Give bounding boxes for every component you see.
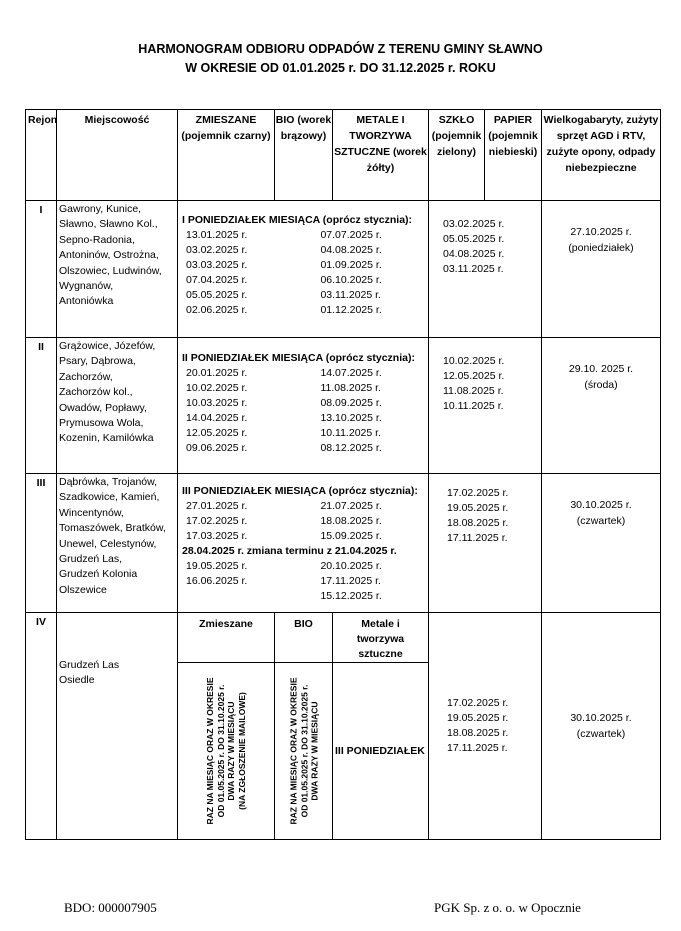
region-localities [57, 474, 178, 613]
locality-line: Wincentynów, [59, 506, 124, 519]
region-id: IV [26, 613, 57, 840]
bulky-day: (środa) [584, 378, 618, 391]
bdo-number: BDO: 000007905 [64, 900, 157, 915]
collection-date: 10.03.2025 r. [186, 397, 248, 409]
company-name: PGK Sp. z o. o. w Opocznie [434, 900, 581, 915]
collection-date: 01.09.2025 r. [320, 259, 382, 271]
dates-second-half [320, 228, 428, 318]
header-szklo: SZKŁO (pojemnik zielony) [429, 110, 485, 201]
dates-first-half [182, 499, 320, 544]
bulky-day: (czwartek) [576, 514, 626, 527]
subheader-metale: Metale i tworzywa sztuczne [333, 613, 429, 663]
collection-date: 04.08.2025 r. [320, 244, 382, 256]
zmieszane-frequency-text [205, 667, 247, 835]
glass-paper-dates [429, 474, 542, 613]
locality-line: Szadkowice, Kamień, [59, 491, 160, 504]
locality-line: Sepno-Radonia, [59, 233, 135, 246]
collection-date: 08.12.2025 r. [320, 442, 382, 454]
collection-date: 10.11.2025 r. [320, 427, 381, 439]
collection-date: 15.09.2025 r. [320, 530, 382, 542]
bulky-waste-date [542, 201, 661, 338]
schedule-heading: III PONIEDZIAŁEK MIESIĄCA (oprócz stycznia): [182, 485, 418, 497]
locality-line: Olszewice [59, 583, 107, 596]
locality-line: Grudzeń Las, [59, 553, 123, 566]
dates-first-half [182, 366, 320, 456]
bulky-date: 30.10.2025 r. [570, 499, 632, 511]
region-row-2 [26, 338, 661, 474]
locality-line: Unewel, Celestynów, [59, 537, 157, 550]
region-row-3 [26, 474, 661, 613]
collection-date: 27.01.2025 r. [186, 500, 248, 512]
collection-date: 16.06.2025 r. [186, 575, 248, 587]
bio-frequency-text [288, 667, 320, 835]
header-row [26, 110, 661, 201]
collection-date: 17.02.2025 r. [186, 515, 248, 527]
collection-date: 17.11.2025 r. [320, 575, 381, 587]
mixed-bio-metal-schedule [178, 338, 429, 474]
collection-date: 14.07.2025 r. [320, 367, 382, 379]
dates-first-half [182, 228, 320, 318]
collection-date: 19.05.2025 r. [447, 712, 509, 724]
region-id: I [26, 201, 57, 338]
frequency-line: RAZ NA MIESIĄC ORAZ W OKRESIE [205, 676, 215, 825]
bulky-date: 30.10.2025 r. [570, 712, 632, 724]
metale-frequency: III PONIEDZIAŁEK [333, 663, 429, 840]
locality-line: Olszowiec, Ludwinów, [59, 264, 162, 277]
collection-date: 07.07.2025 r. [320, 229, 382, 241]
locality-line: Grudzeń Las [59, 659, 120, 671]
collection-date: 04.08.2025 r. [443, 248, 505, 260]
collection-date: 03.11.2025 r. [443, 263, 504, 275]
region-row-1 [26, 201, 661, 338]
collection-date: 03.03.2025 r. [186, 259, 248, 271]
locality-line: Antoninów, Ostrożna, [59, 249, 159, 262]
collection-date: 09.06.2025 r. [186, 442, 248, 454]
bulky-date: 27.10.2025 r. [570, 226, 632, 238]
collection-date: 07.04.2025 r. [186, 274, 248, 286]
schedule-heading: II PONIEDZIAŁEK MIESIĄCA (oprócz stycznia): [182, 352, 415, 364]
bulky-day: (poniedziałek) [568, 241, 634, 254]
collection-date: 03.11.2025 r. [320, 289, 381, 301]
region-localities [57, 201, 178, 338]
collection-date: 11.08.2025 r. [443, 385, 504, 397]
bulky-waste-date [542, 613, 661, 840]
collection-date: 11.08.2025 r. [320, 382, 381, 394]
schedule-table [25, 109, 661, 840]
frequency-line: OD 01.05.2025 r. DO 31.10.2025 r. [298, 684, 309, 817]
bulky-day: (czwartek) [576, 728, 626, 740]
collection-date: 01.12.2025 r. [320, 304, 382, 316]
locality-line: Grudzeń Kolonia [59, 568, 138, 581]
header-bio: BIO (worek brązowy) [275, 110, 333, 201]
locality-line: Dąbrówka, Trojanów, [59, 476, 158, 488]
frequency-line: RAZ NA MIESIĄC ORAZ W OKRESIE [287, 676, 298, 825]
subheader-bio: BIO [275, 613, 333, 663]
locality-line: Osiedle [59, 674, 95, 687]
collection-date: 03.02.2025 r. [186, 244, 248, 256]
schedule-heading: I PONIEDZIAŁEK MIESIĄCA (oprócz stycznia): [182, 214, 413, 226]
header-rejon: Rejon [26, 110, 57, 201]
collection-date: 17.03.2025 r. [186, 530, 248, 542]
collection-date: 21.07.2025 r. [320, 500, 382, 512]
locality-line: Zachorzów kol., [59, 386, 133, 399]
collection-date: 10.02.2025 r. [186, 382, 248, 394]
region-localities [57, 613, 178, 840]
region-id: II [26, 338, 57, 474]
frequency-line: DWA RAZY W MIESIĄCU [226, 700, 236, 801]
bulky-waste-date [542, 474, 661, 613]
glass-paper-dates [429, 201, 542, 338]
frequency-line: DWA RAZY W MIESIĄCU [308, 700, 319, 801]
collection-date: 20.01.2025 r. [186, 367, 248, 379]
dates-first-half [182, 559, 320, 604]
mixed-bio-metal-schedule [178, 201, 429, 338]
header-metale: METALE I TWORZYWA SZTUCZNE (worek żółty) [333, 110, 429, 201]
header-miejscowosc: Miejscowość [57, 110, 178, 201]
document-title-line1: HARMONOGRAM ODBIORU ODPADÓW Z TERENU GMINY SŁAWNO [138, 42, 543, 56]
dates-second-half [320, 559, 428, 604]
region-localities [57, 338, 178, 474]
region-id: III [26, 474, 57, 613]
collection-date: 03.02.2025 r. [443, 218, 505, 230]
collection-date: 17.11.2025 r. [447, 532, 508, 544]
collection-date: 19.05.2025 r. [186, 560, 248, 572]
collection-date: 06.10.2025 r. [320, 274, 382, 286]
locality-line: Psary, Dąbrowa, [59, 355, 136, 368]
bulky-waste-date [542, 338, 661, 474]
collection-date: 12.05.2025 r. [443, 370, 505, 382]
header-zmieszane: ZMIESZANE (pojemnik czarny) [178, 110, 275, 201]
region-row-4 [26, 613, 661, 663]
locality-line: Grążowice, Józefów, [59, 340, 156, 352]
dates-second-half [320, 366, 428, 456]
collection-date: 20.10.2025 r. [320, 560, 382, 572]
collection-date: 13.10.2025 r. [320, 412, 382, 424]
collection-date: 05.05.2025 r. [443, 233, 505, 245]
locality-line: Zachorzów, [59, 370, 113, 383]
collection-date: 17.02.2025 r. [447, 697, 509, 709]
subheader-zmieszane: Zmieszane [178, 613, 275, 663]
document-title-line2: W OKRESIE OD 01.01.2025 r. DO 31.12.2025 r. ROKU [185, 61, 496, 75]
locality-line: Owadów, Popławy, [59, 401, 147, 414]
glass-paper-dates [429, 613, 542, 840]
collection-date: 18.08.2025 r. [447, 727, 509, 739]
date-change-note: 28.04.2025 r. zmiana terminu z 21.04.2025 r. [182, 545, 397, 557]
collection-date: 18.08.2025 r. [320, 515, 382, 527]
locality-line: Kozenin, Kamilówka [59, 432, 154, 445]
collection-date: 08.09.2025 r. [320, 397, 382, 409]
mixed-bio-metal-schedule [178, 474, 429, 613]
collection-date: 05.05.2025 r. [186, 289, 248, 301]
bio-frequency [275, 663, 333, 840]
collection-date: 14.04.2025 r. [186, 412, 248, 424]
collection-date: 12.05.2025 r. [186, 427, 248, 439]
collection-date: 17.11.2025 r. [447, 742, 508, 754]
collection-date: 13.01.2025 r. [186, 229, 248, 241]
locality-line: Gawrony, Kunice, [59, 203, 142, 215]
zmieszane-frequency [178, 663, 275, 840]
header-papier: PAPIER (pojemnik niebieski) [485, 110, 542, 201]
collection-date: 10.11.2025 r. [443, 400, 504, 412]
locality-line: Antoniówka [59, 295, 114, 308]
dates-second-half [320, 499, 428, 544]
locality-line: Prymusowa Wola, [59, 417, 144, 430]
collection-date: 19.05.2025 r. [447, 502, 509, 514]
collection-date: 10.02.2025 r. [443, 355, 505, 367]
glass-paper-dates [429, 338, 542, 474]
frequency-line: OD 01.05.2025 r. DO 31.10.2025 r. [215, 684, 226, 817]
bulky-date: 29.10. 2025 r. [568, 363, 634, 375]
header-wielkogabaryty: Wielkogabaryty, zużyty sprzęt AGD i RTV, zużyte opony, odpady niebezpieczne [542, 110, 661, 201]
collection-date: 15.12.2025 r. [320, 590, 382, 602]
locality-line: Tomaszówek, Bratków, [59, 522, 166, 535]
frequency-line: (NA ZGŁOSZENIE MAILOWE) [236, 691, 247, 810]
locality-line: Sławno, Sławno Kol., [59, 218, 158, 231]
collection-date: 02.06.2025 r. [186, 304, 248, 316]
collection-date: 18.08.2025 r. [447, 517, 509, 529]
collection-date: 17.02.2025 r. [447, 487, 509, 499]
locality-line: Wygnanów, [59, 280, 114, 293]
